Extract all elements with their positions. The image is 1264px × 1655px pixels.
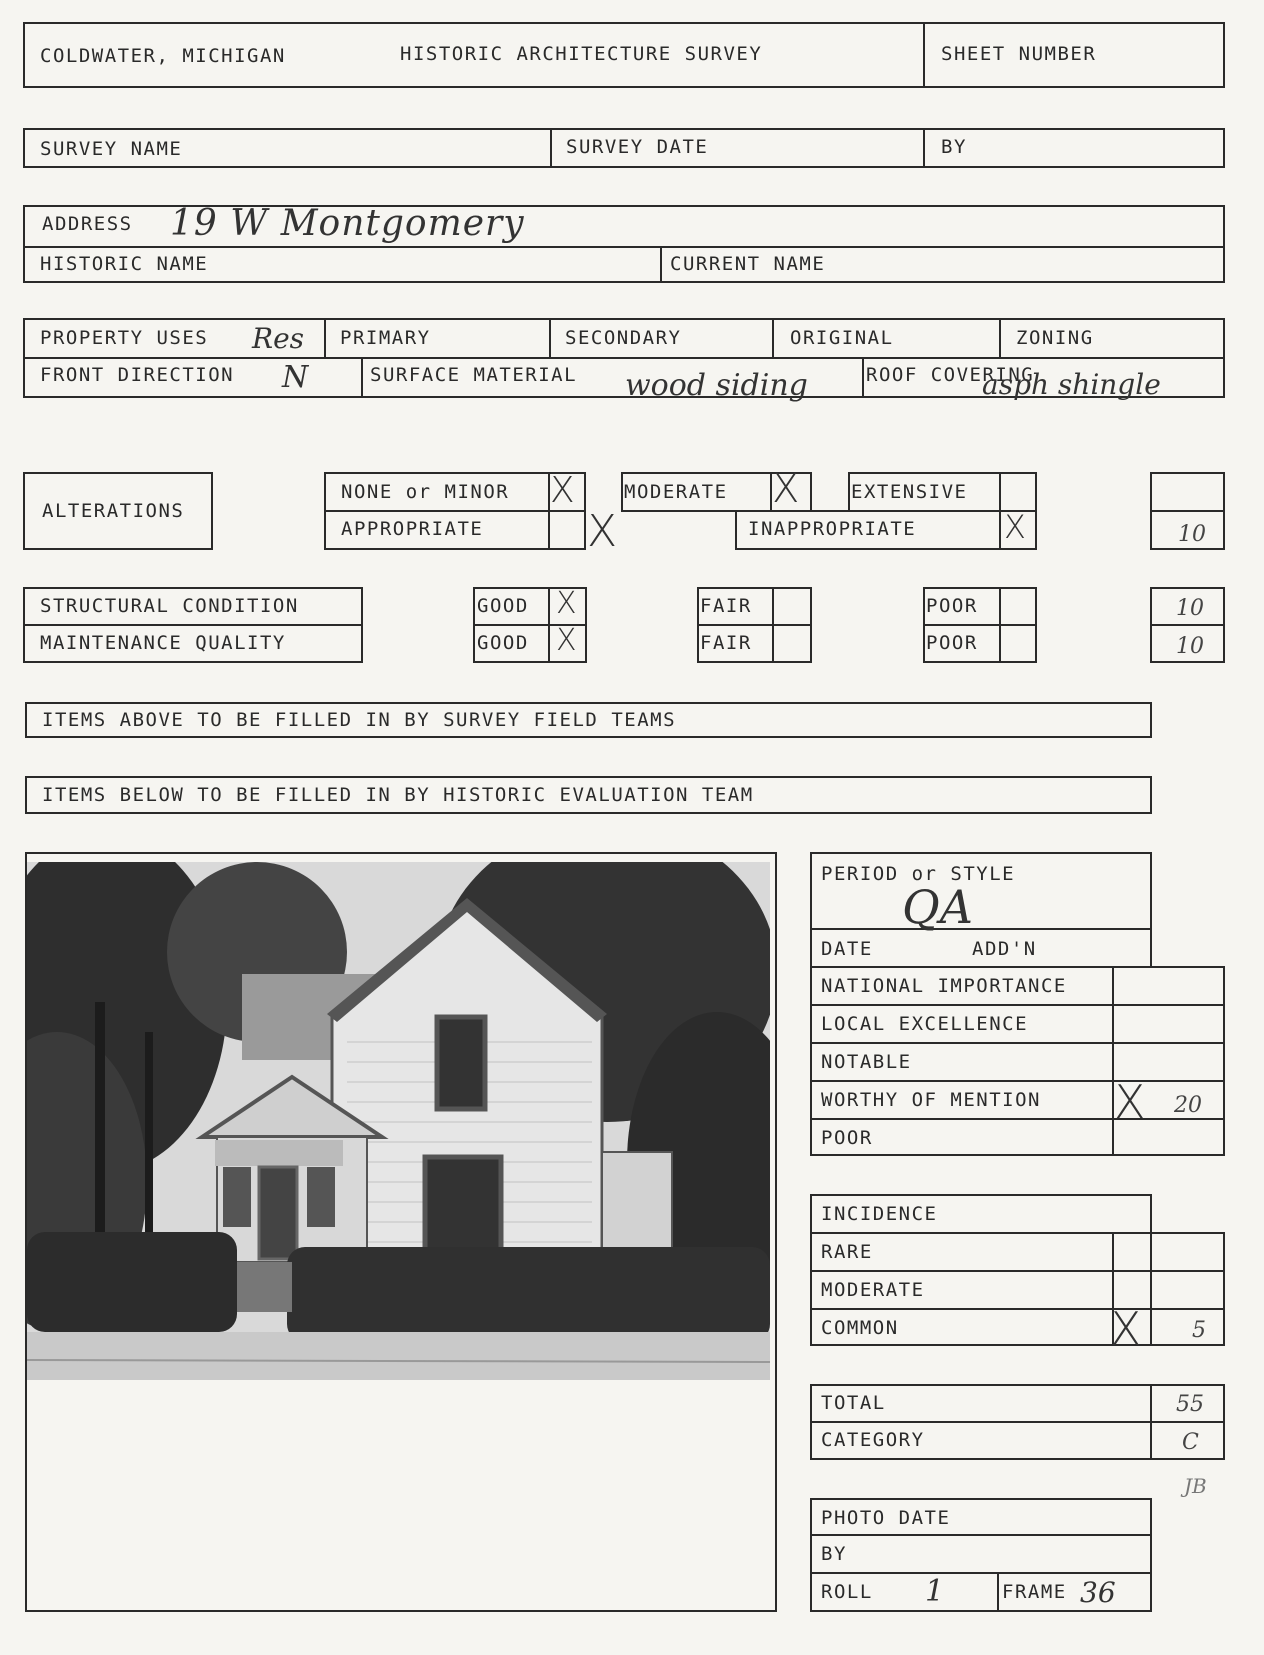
incidence-moderate-label: MODERATE xyxy=(821,1279,925,1301)
roof-covering-label: ROOF COVERING xyxy=(866,364,1035,386)
structural-condition-label: STRUCTURAL CONDITION xyxy=(40,595,299,617)
category-value: C xyxy=(1182,1430,1199,1455)
evaluation-poor-label: POOR xyxy=(821,1127,873,1149)
condition-label-mid xyxy=(23,624,363,626)
primary-label: PRIMARY xyxy=(340,327,431,349)
original-label: ORIGINAL xyxy=(790,327,894,349)
photo-date-label: PHOTO DATE xyxy=(821,1507,951,1529)
condition-score-mid xyxy=(1150,624,1225,626)
total-label: TOTAL xyxy=(821,1392,886,1414)
structural-good-check[interactable]: X xyxy=(556,586,577,621)
property-divider xyxy=(23,357,1225,359)
inappropriate-check[interactable]: X xyxy=(1004,508,1026,546)
address-divider xyxy=(23,246,1225,248)
city-label: COLDWATER, MICHIGAN xyxy=(40,45,286,67)
survey-divider-1 xyxy=(550,128,552,168)
frame-divider xyxy=(997,1572,999,1612)
national-importance-label: NATIONAL IMPORTANCE xyxy=(821,975,1067,997)
structural-score: 10 xyxy=(1176,596,1204,621)
inappropriate-label: INAPPROPRIATE xyxy=(748,518,917,540)
structural-poor-label: POOR xyxy=(926,595,978,617)
items-below-right xyxy=(1150,776,1152,814)
original-divider xyxy=(772,318,774,358)
common-check[interactable]: X xyxy=(1110,1302,1142,1356)
alterations-grid-mid xyxy=(324,510,586,512)
incidence-row-2 xyxy=(810,1270,1225,1272)
worthy-of-mention-score: 20 xyxy=(1174,1093,1202,1118)
appropriate-check[interactable]: X xyxy=(587,506,618,557)
items-above-note: ITEMS ABOVE TO BE FILLED IN BY SURVEY FIELD TEAMS xyxy=(42,709,677,731)
importance-row-3 xyxy=(810,1080,1225,1082)
zoning-label: ZONING xyxy=(1016,327,1094,349)
period-divider xyxy=(810,928,1152,930)
importance-row-1 xyxy=(810,1004,1225,1006)
alterations-label: ALTERATIONS xyxy=(42,500,185,522)
zoning-divider xyxy=(999,318,1001,358)
photo-info-row-2 xyxy=(810,1572,1152,1574)
worthy-of-mention-label: WORTHY OF MENTION xyxy=(821,1089,1041,1111)
surface-material-value: wood siding xyxy=(625,368,808,403)
maintenance-quality-label: MAINTENANCE QUALITY xyxy=(40,632,286,654)
front-direction-value: N xyxy=(282,360,309,395)
primary-divider xyxy=(324,318,326,358)
poor-checkbox-edge xyxy=(999,587,1001,663)
local-excellence-label: LOCAL EXCELLENCE xyxy=(821,1013,1029,1035)
maintenance-poor-label: POOR xyxy=(926,632,978,654)
worthy-of-mention-check[interactable]: X xyxy=(1114,1075,1146,1129)
maintenance-good-label: GOOD xyxy=(477,632,529,654)
surface-divider xyxy=(361,357,363,398)
roll-label: ROLL xyxy=(821,1581,873,1603)
secondary-label: SECONDARY xyxy=(565,327,682,349)
frame-label: FRAME xyxy=(1002,1581,1067,1603)
importance-row-4 xyxy=(810,1118,1225,1120)
surface-material-label: SURFACE MATERIAL xyxy=(370,364,578,386)
survey-date-label: SURVEY DATE xyxy=(566,136,709,158)
survey-by-label: BY xyxy=(941,136,967,158)
maintenance-score: 10 xyxy=(1176,634,1204,659)
structural-good-label: GOOD xyxy=(477,595,529,617)
period-style-value: QA xyxy=(902,880,973,934)
none-minor-label: NONE or MINOR xyxy=(341,481,510,503)
incidence-label: INCIDENCE xyxy=(821,1203,938,1225)
appropriate-label: APPROPRIATE xyxy=(341,518,484,540)
incidence-row-3 xyxy=(810,1308,1225,1310)
addn-label: ADD'N xyxy=(972,938,1037,960)
address-label: ADDRESS xyxy=(42,213,133,235)
moderate-check[interactable]: X xyxy=(772,466,800,512)
photo-by-label: BY xyxy=(821,1543,847,1565)
photo-info-row-1 xyxy=(810,1534,1152,1536)
rare-label: RARE xyxy=(821,1241,873,1263)
current-name-divider xyxy=(660,246,662,283)
incidence-row-1 xyxy=(810,1232,1152,1234)
property-uses-label: PROPERTY USES xyxy=(40,327,209,349)
importance-row-2 xyxy=(810,1042,1225,1044)
current-name-label: CURRENT NAME xyxy=(670,253,826,275)
totals-value-edge xyxy=(1150,1384,1152,1460)
historic-name-label: HISTORIC NAME xyxy=(40,253,209,275)
roll-value: 1 xyxy=(925,1574,945,1609)
extensive-label: EXTENSIVE xyxy=(851,481,968,503)
survey-divider-2 xyxy=(923,128,925,168)
common-label: COMMON xyxy=(821,1317,899,1339)
evaluator-initials: JB xyxy=(1184,1474,1207,1498)
roof-covering-value: asph shingle xyxy=(982,368,1161,401)
structural-fair-label: FAIR xyxy=(700,595,752,617)
fair-checkbox-edge xyxy=(772,587,774,663)
total-value: 55 xyxy=(1176,1392,1204,1417)
moderate-label: MODERATE xyxy=(624,481,728,503)
address-value: 19 W Montgomery xyxy=(170,203,525,244)
none-minor-check[interactable]: X xyxy=(550,470,575,511)
maintenance-good-check[interactable]: X xyxy=(556,623,577,658)
frame-value: 36 xyxy=(1080,1576,1116,1609)
header-divider xyxy=(923,22,925,88)
fair-mid xyxy=(697,624,812,626)
common-score: 5 xyxy=(1192,1318,1206,1343)
survey-name-label: SURVEY NAME xyxy=(40,138,183,160)
items-below-note: ITEMS BELOW TO BE FILLED IN BY HISTORIC EVALUATION TEAM xyxy=(42,784,754,806)
front-direction-label: FRONT DIRECTION xyxy=(40,364,235,386)
date-label: DATE xyxy=(821,938,873,960)
secondary-divider xyxy=(549,318,551,358)
form-title: HISTORIC ARCHITECTURE SURVEY xyxy=(400,43,763,65)
category-label: CATEGORY xyxy=(821,1429,925,1451)
survey-right-edge xyxy=(1223,128,1225,168)
incidence-checkbox-edge xyxy=(1150,1232,1152,1346)
alterations-score: 10 xyxy=(1178,522,1206,547)
roof-divider xyxy=(862,357,864,398)
good-checkbox-edge xyxy=(548,587,550,663)
sheet-number-label: SHEET NUMBER xyxy=(941,43,1097,65)
period-style-label: PERIOD or STYLE xyxy=(821,863,1016,885)
alterations-score-mid xyxy=(1150,510,1225,512)
totals-divider xyxy=(810,1421,1225,1423)
property-uses-value: Res xyxy=(252,322,305,355)
poor-mid xyxy=(923,624,1037,626)
maintenance-fair-label: FAIR xyxy=(700,632,752,654)
house-photograph xyxy=(27,862,770,1380)
notable-label: NOTABLE xyxy=(821,1051,912,1073)
